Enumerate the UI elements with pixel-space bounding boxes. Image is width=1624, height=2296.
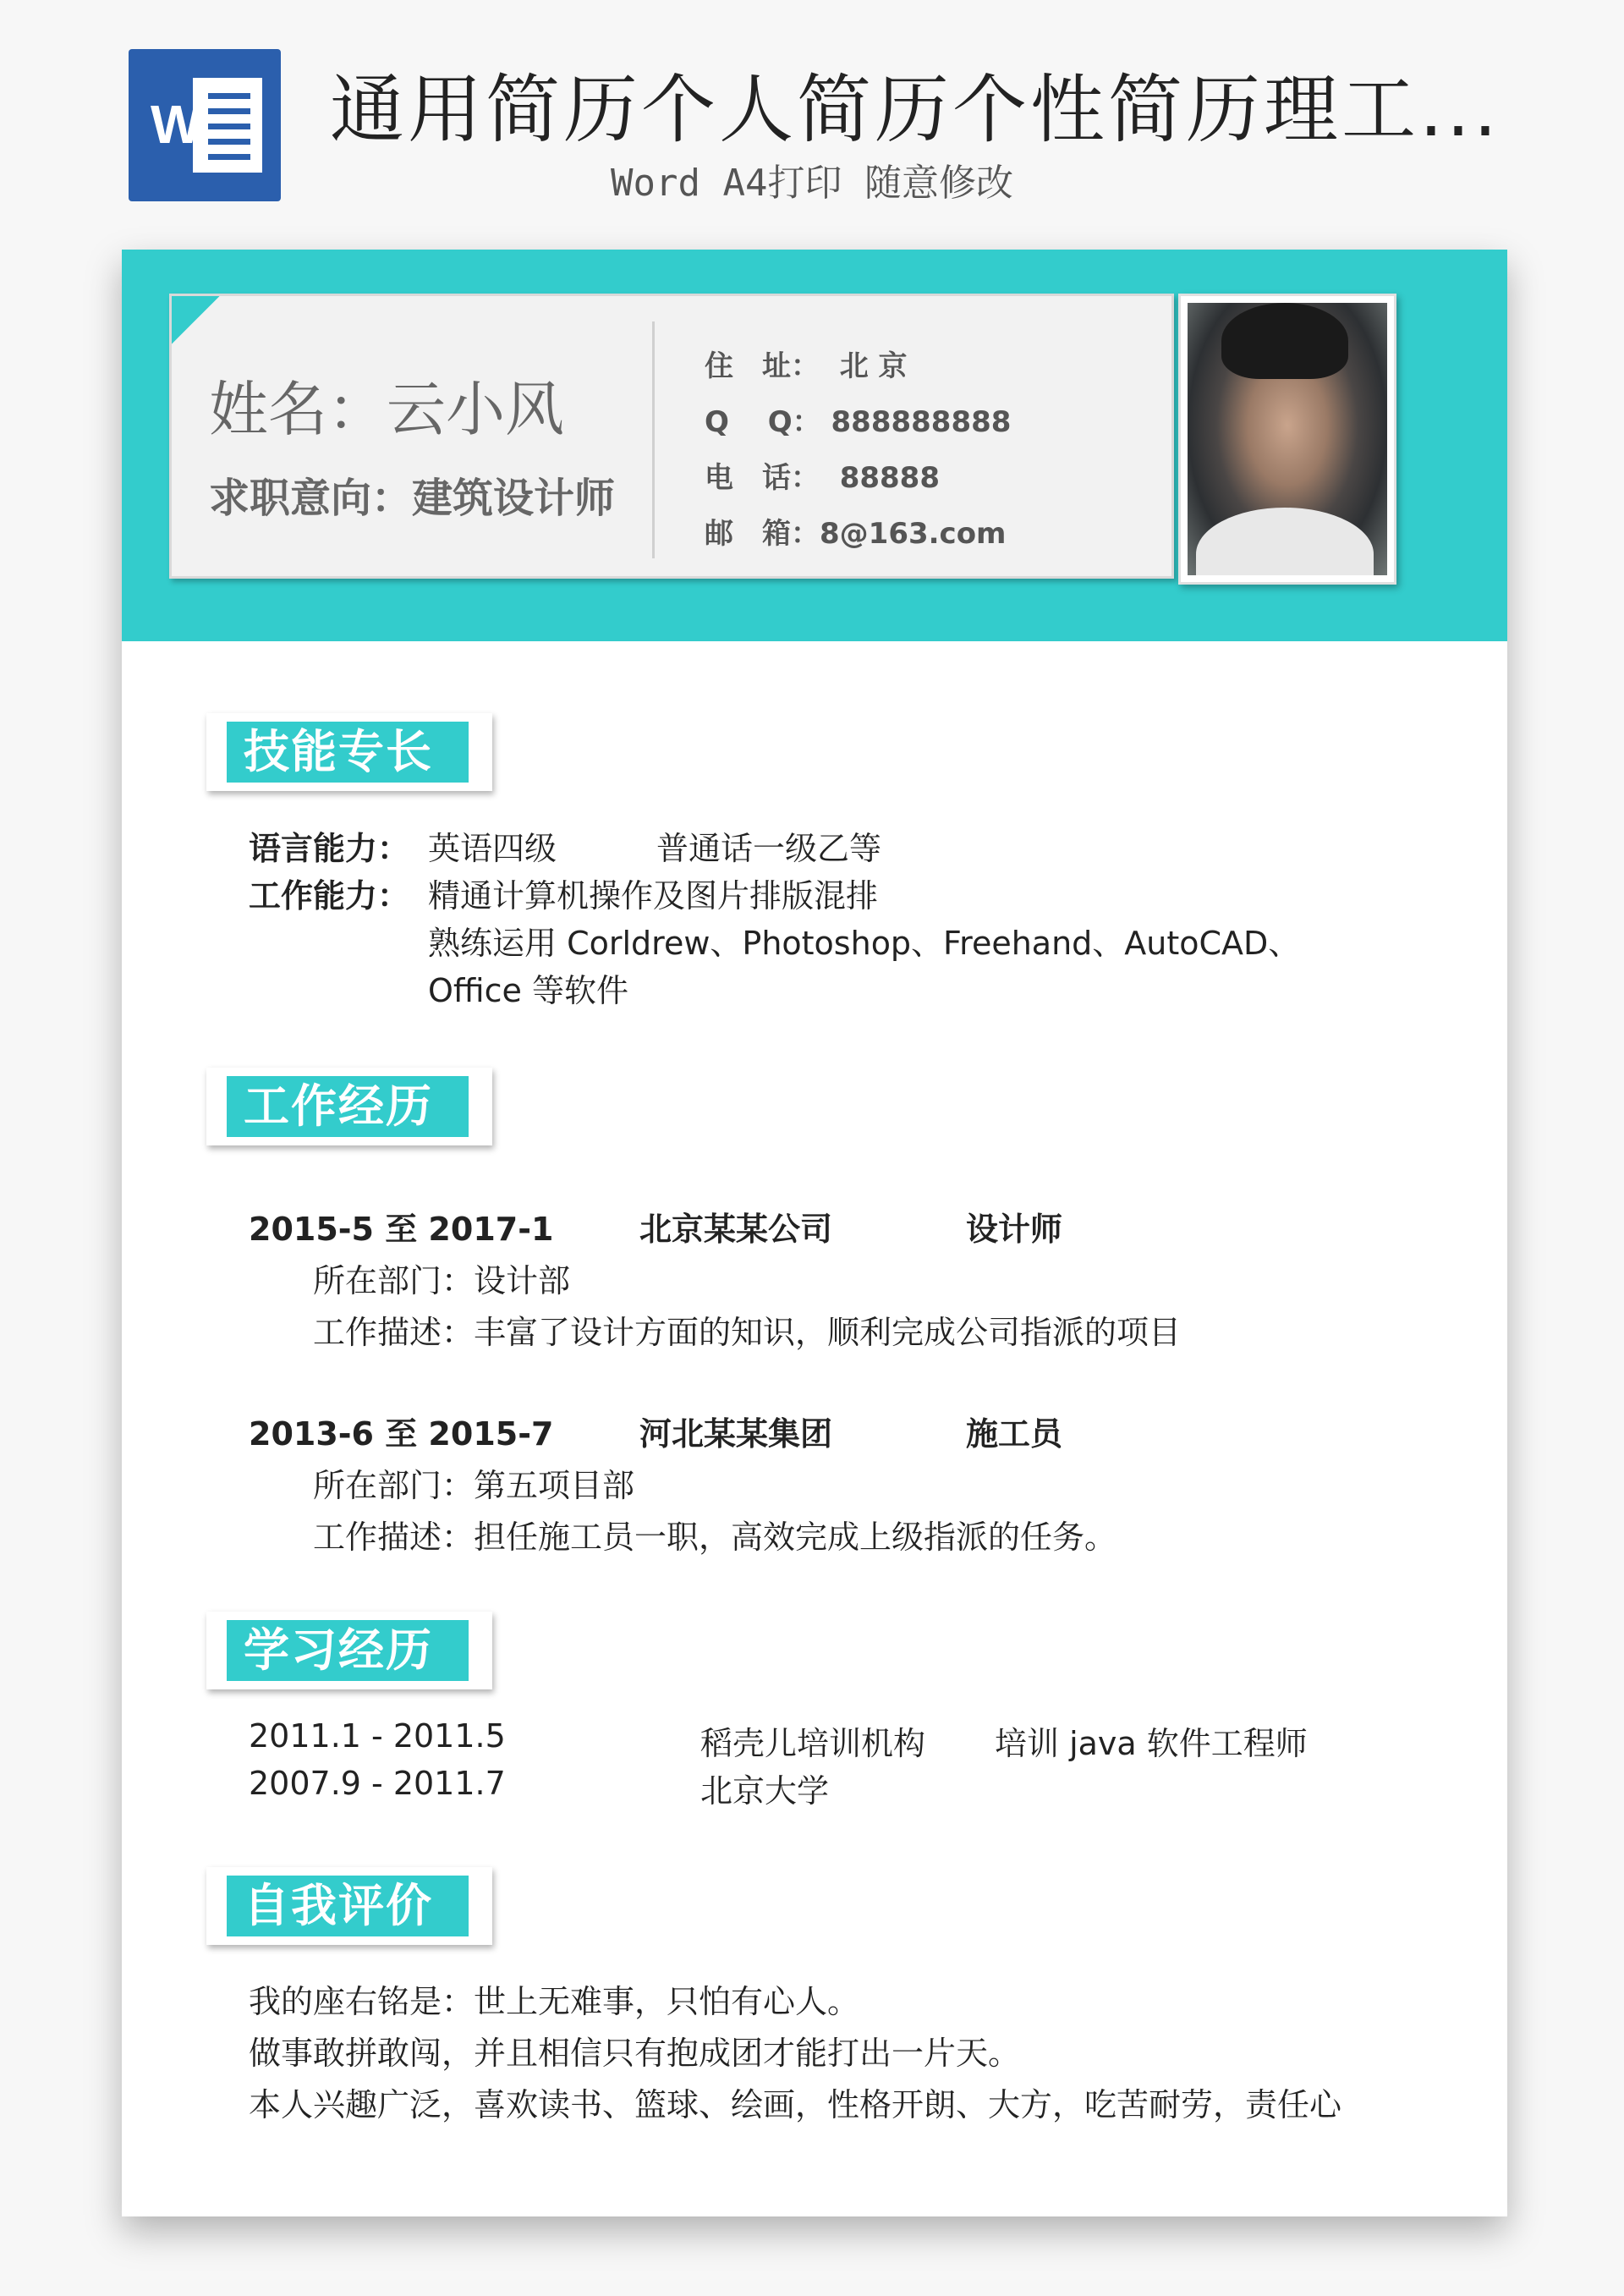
- info-value: 8@163.com: [820, 517, 1007, 551]
- skill-lang-label: 语言能力：: [249, 830, 410, 867]
- skill-work-label: 工作能力：: [249, 877, 410, 915]
- resume-header: [122, 250, 1507, 641]
- document-subtitle: Word A4打印 随意修改: [611, 162, 1013, 205]
- info-label: Q Q：: [705, 405, 821, 439]
- self-eval-line: 本人兴趣广泛，喜欢读书、篮球、绘画，性格开朗、大方，吃苦耐劳，责任心: [249, 2086, 1342, 2123]
- target-value: 建筑设计师: [412, 475, 616, 522]
- job-period: 2013-6 至 2015-7: [249, 1415, 554, 1453]
- name-value: 云小风: [387, 375, 564, 444]
- info-phone: [705, 454, 940, 496]
- job-dept: 所在部门：第五项目部: [313, 1467, 635, 1504]
- job-dept: 所在部门：设计部: [313, 1262, 571, 1299]
- job-target: [209, 465, 615, 524]
- document-title: 通用简历个人简历个性简历理工...: [330, 66, 1501, 153]
- info-label: 邮 箱：: [705, 517, 820, 551]
- edu-period: 2011.1 - 2011.5: [249, 1717, 506, 1755]
- info-email: [705, 510, 1007, 552]
- section-heading-skills: 技能专长: [206, 713, 492, 791]
- card-divider: [652, 321, 655, 558]
- edu-detail: 培训 java 软件工程师: [995, 1725, 1308, 1762]
- word-logo-letter: W: [151, 94, 202, 155]
- target-label: 求职意向：: [209, 475, 413, 522]
- info-value: 北 京: [839, 349, 908, 383]
- skill-work-1: 精通计算机操作及图片排版混排: [428, 877, 879, 915]
- info-qq: [705, 398, 1011, 440]
- profile-photo: [1178, 294, 1396, 585]
- skill-lang-2: 普通话一级乙等: [656, 830, 882, 867]
- portrait-image: [1188, 303, 1387, 575]
- job-desc: 工作描述：担任施工员一职，高效完成上级指派的任务。: [313, 1519, 1117, 1556]
- job-period: 2015-5 至 2017-1: [249, 1211, 554, 1248]
- info-label: 电 话：: [705, 461, 820, 495]
- section-heading-experience: 工作经历: [206, 1068, 492, 1145]
- self-eval-line: 做事敢拼敢闯，并且相信只有抱成团才能打出一片天。: [249, 2035, 1021, 2072]
- self-eval-line: 我的座右铭是：世上无难事，只怕有心人。: [249, 1983, 860, 2020]
- job-role: 设计师: [966, 1211, 1063, 1248]
- skill-work-2: 熟练运用 Corldrew、Photoshop、Freehand、AutoCAD、: [428, 925, 1301, 962]
- info-value: 88888: [839, 461, 940, 495]
- job-role: 施工员: [966, 1415, 1063, 1453]
- candidate-name: [209, 362, 564, 448]
- profile-card: [169, 294, 1174, 579]
- info-value: 888888888: [831, 405, 1012, 439]
- edu-period: 2007.9 - 2011.7: [249, 1765, 506, 1802]
- edu-school: 稻壳儿培训机构: [700, 1725, 926, 1762]
- section-heading-self-eval: 自我评价: [206, 1867, 492, 1945]
- resume-page: [122, 250, 1507, 2216]
- corner-ribbon: [169, 294, 220, 344]
- job-desc: 工作描述：丰富了设计方面的知识，顺利完成公司指派的项目: [313, 1314, 1182, 1351]
- job-company: 河北某某集团: [639, 1415, 833, 1453]
- info-label: 住 址：: [705, 349, 820, 383]
- skill-work-3: Office 等软件: [428, 972, 628, 1009]
- name-label: 姓名：: [209, 375, 387, 444]
- job-company: 北京某某公司: [639, 1211, 833, 1248]
- skill-lang-1: 英语四级: [428, 830, 557, 867]
- edu-school: 北京大学: [700, 1772, 830, 1810]
- info-address: [705, 343, 908, 384]
- section-heading-education: 学习经历: [206, 1612, 492, 1689]
